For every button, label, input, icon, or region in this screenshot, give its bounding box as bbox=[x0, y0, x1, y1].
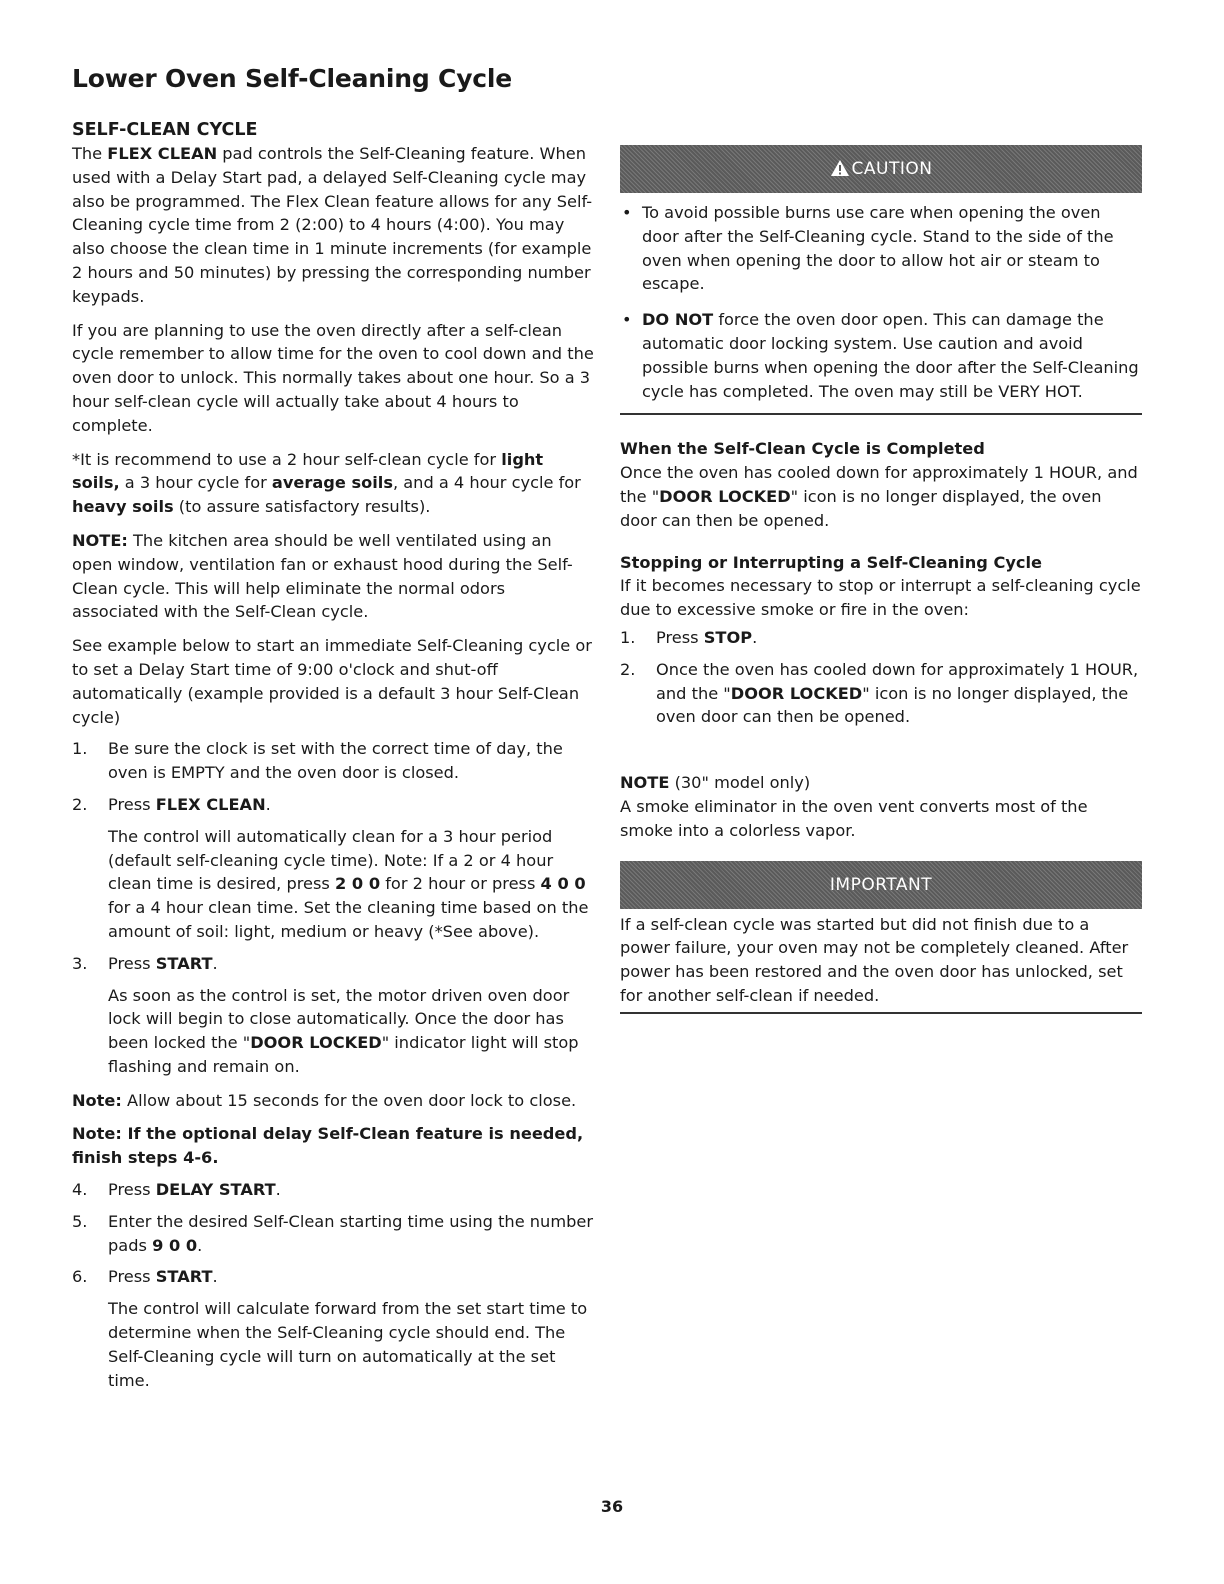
step-6-detail: The control will calculate forward from the set start time to determine when the Self-Cleaning cycle should end. The Self-Cleaning cycle will turn on automatically at the set time. bbox=[108, 1299, 588, 1390]
delay-note: Note: If the optional delay Self-Clean feature is needed, finish steps 4-6. bbox=[72, 1124, 584, 1168]
intro-paragraph: The FLEX CLEAN pad controls the Self-Cleaning feature. When used with a Delay Start pad, a delayed Self-Cleaning cycle may also be programmed. The Flex Clean feature allows for any Self-Cleaning cycle time from 2 (2:00) to 4 hours (4:00). You may also choose the clean time in 1 minute increments (for example 2 hours and 50 minutes) by pressing the corresponding number keypads. bbox=[72, 144, 593, 306]
step-4: 4. Press DELAY START. bbox=[72, 1180, 281, 1200]
delay-steps-list bbox=[72, 1178, 594, 1289]
step-3: 3. Press START. bbox=[72, 953, 218, 973]
caution-banner bbox=[620, 145, 1142, 193]
stopping-text: If it becomes necessary to stop or interrupt a self-cleaning cycle due to excessive smoke or fire in the oven: bbox=[620, 576, 1141, 620]
step-2-detail: The control will automatically clean for a 3 hour period (default self-cleaning cycle time). Note: If a 2 or 4 hour clean time is desired, press 2 0 0 for 2 hour or press 4 0 0 for a 4 hour clean time. Set the cleaning time based on the amount of soil: light, medium or heavy (*See above). bbox=[108, 826, 589, 941]
recommendation-paragraph: *It is recommend to use a 2 hour self-clean cycle for light soils, a 3 hour cycle for average soils, and a 4 hour cycle for heavy soils (to assure satisfactory results). bbox=[72, 449, 581, 517]
example-paragraph: See example below to start an immediate Self-Cleaning cycle or to set a Delay Start time of 9:00 o'clock and shut-off automatically (example provided is a default 3 hour Self-Clean cycle) bbox=[72, 636, 592, 727]
caution-label: CAUTION bbox=[851, 159, 933, 179]
planning-paragraph: If you are planning to use the oven directly after a self-clean cycle remember to allow time for the oven to cool down and the oven door to unlock. This normally takes about one hour. So a 3 hour self-clean cycle will actually take about 4 hours to complete. bbox=[72, 320, 594, 435]
important-text: If a self-clean cycle was started but did not finish due to a power failure, your oven may not be completely cleaned. After power has been restored and the oven door has unlocked, set for another self-clean if needed. bbox=[620, 914, 1129, 1005]
right-column bbox=[620, 145, 1142, 1014]
important-banner bbox=[620, 861, 1142, 909]
steps-list-cont bbox=[72, 952, 594, 976]
left-column bbox=[72, 118, 594, 1392]
warning-triangle-icon bbox=[830, 148, 850, 196]
model-note-text: A smoke eliminator in the oven vent converts most of the smoke into a colorless vapor. bbox=[620, 796, 1088, 840]
important-label: IMPORTANT bbox=[829, 874, 933, 895]
caution-item: • DO NOT force the oven door open. This can damage the automatic door locking system. Use caution and avoid possible burns when opening the door after the Self-Cleaning cycle has completed. The oven may still be VERY HOT. bbox=[622, 310, 1139, 401]
step-3-detail: As soon as the control is set, the motor driven oven door lock will begin to close automatically. Once the door has been locked the "DOOR LOCKED" indicator light will stop flashing and remain on. bbox=[108, 985, 579, 1076]
completed-text: Once the oven has cooled down for approximately 1 HOUR, and the "DOOR LOCKED" icon is no longer displayed, the oven door can then be opened. bbox=[620, 463, 1138, 530]
divider bbox=[620, 1012, 1142, 1014]
page-number: 36 bbox=[600, 1497, 624, 1516]
page-title: Lower Oven Self-Cleaning Cycle bbox=[72, 64, 513, 93]
step-2: 2. Press FLEX CLEAN. bbox=[72, 794, 271, 814]
step-1: 1. Be sure the clock is set with the correct time of day, the oven is EMPTY and the oven door is closed. bbox=[72, 739, 563, 783]
ventilation-note: NOTE: The kitchen area should be well ventilated using an open window, ventilation fan or exhaust hood during the Self-Clean cycle. This will help eliminate the normal odors associated with the Self-Clean cycle. bbox=[72, 530, 573, 622]
section-heading: SELF-CLEAN CYCLE bbox=[72, 120, 258, 140]
step-5: 5. Enter the desired Self-Clean starting time using the number pads 9 0 0. bbox=[72, 1211, 593, 1255]
divider bbox=[620, 413, 1142, 415]
caution-list bbox=[620, 201, 1142, 403]
step-6: 6. Press START. bbox=[72, 1267, 218, 1287]
stopping-steps bbox=[620, 626, 1142, 729]
steps-list bbox=[72, 737, 594, 816]
lock-note: Note: Allow about 15 seconds for the oven door lock to close. bbox=[72, 1090, 577, 1110]
stopping-heading: Stopping or Interrupting a Self-Cleaning Cycle bbox=[620, 552, 1043, 572]
model-note: NOTE (30" model only) bbox=[620, 773, 811, 793]
caution-item: • To avoid possible burns use care when opening the oven door after the Self-Cleaning cycle. Stand to the side of the oven when opening the door to allow hot air or steam to escape. bbox=[622, 203, 1114, 294]
stop-step-1: 1. Press STOP. bbox=[620, 627, 758, 647]
stop-step-2: 2. Once the oven has cooled down for approximately 1 HOUR, and the "DOOR LOCKED" icon is no longer displayed, the oven door can then be opened. bbox=[620, 659, 1139, 727]
completed-heading: When the Self-Clean Cycle is Completed bbox=[620, 439, 985, 459]
